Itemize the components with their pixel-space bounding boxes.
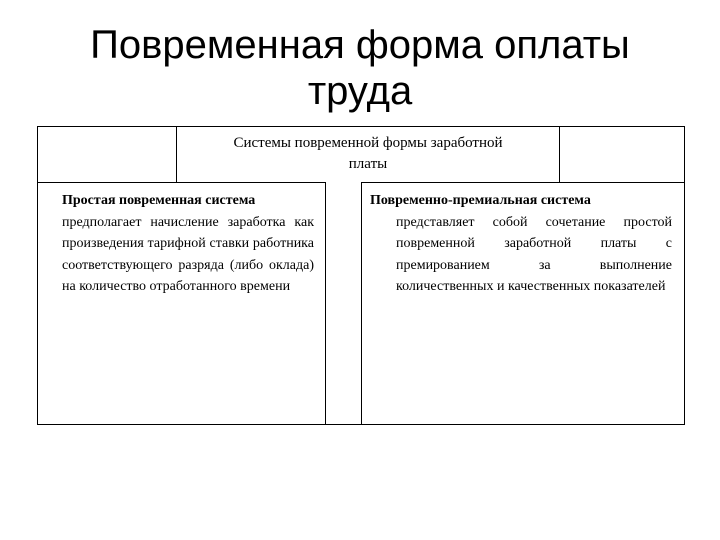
right-column-text [370, 190, 672, 298]
left-column-body: предполагает начисление заработка как произведения тарифной ставки работника соответствующего разряда (либо оклада) на количество отработанного времени [62, 214, 314, 295]
header-line1: Системы повременной формы заработной [233, 135, 503, 151]
connector-strip [325, 182, 362, 425]
header-text [176, 133, 560, 175]
slide-title-line1: Повременная форма оплаты [90, 23, 630, 67]
slide-title-line2: труда [307, 69, 413, 113]
left-column-heading: Простая повременная система [62, 193, 256, 208]
header-line2: платы [348, 156, 388, 172]
right-column-body: представляет собой сочетание простой повременной заработной платы с премированием за выполнение количественных и качественных показателей [396, 214, 672, 295]
right-column-heading: Повременно-премиальная система [370, 193, 591, 208]
left-column-text [62, 190, 314, 298]
